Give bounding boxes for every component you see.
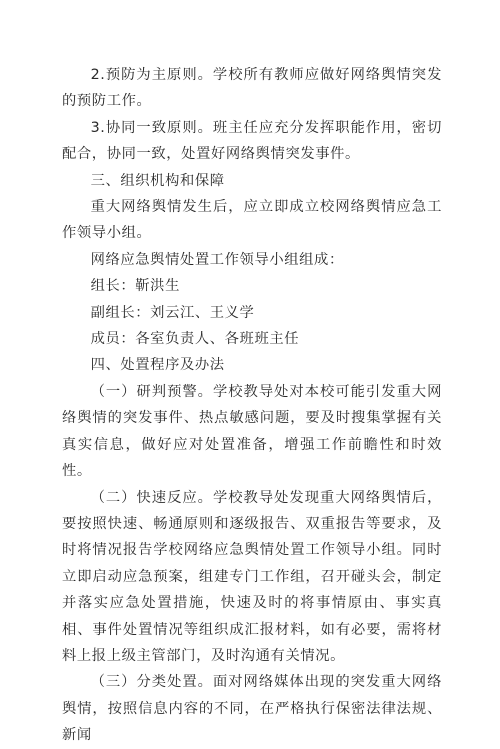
paragraph-coordination-principle: 3.协同一致原则。班主任应充分发挥职能作用，密切配合，协同一致，处置好网络舆情突发事件。 bbox=[62, 119, 442, 163]
section-heading-procedures: 四、处置程序及办法 bbox=[90, 357, 225, 374]
paragraph-early-warning: （一）研判预警。学校教导处对本校可能引发重大网络舆情的突发事件、热点敏感问题，要及时搜集掌握有关真实信息，做好应对处置准备，增强工作前瞻性和时效性。 bbox=[62, 383, 442, 480]
paragraph-group-composition: 网络应急舆情处置工作领导小组组成： bbox=[90, 251, 344, 268]
paragraph-leadership-group: 重大网络舆情发生后，应立即成立校网络舆情应急工作领导小组。 bbox=[62, 199, 442, 242]
section-heading-organization: 三、组织机构和保障 bbox=[90, 172, 225, 189]
paragraph-rapid-response: （二）快速反应。学校教导处发现重大网络舆情后，要按照快速、畅通原则和逐级报告、双重报告等要求，及时将情况报告学校网络应急舆情处置工作领导小组。同时立即启动应急预案，组建专门工作组，召开碰头会，制定并落实应急处置措施，快速及时的将事情原由、事实真相、事件处置情况等组织成汇报材料，如有必要，需将材料上报上级主管部门，及时沟通有关情况。 bbox=[62, 489, 442, 664]
document-body bbox=[62, 62, 442, 749]
paragraph-members: 成员：各室负责人、各班班主任 bbox=[90, 331, 300, 348]
paragraph-group-leader: 组长：靳洪生 bbox=[90, 278, 180, 295]
paragraph-prevention-principle: 2.预防为主原则。学校所有教师应做好网络舆情突发的预防工作。 bbox=[62, 67, 442, 110]
paragraph-classified-handling: （三）分类处置。面对网络媒体出现的突发重大网络舆情，按照信息内容的不同，在严格执行保密法律法规、新闻 bbox=[62, 674, 442, 744]
paragraph-deputy-leaders: 副组长：刘云江、王义学 bbox=[90, 304, 255, 321]
